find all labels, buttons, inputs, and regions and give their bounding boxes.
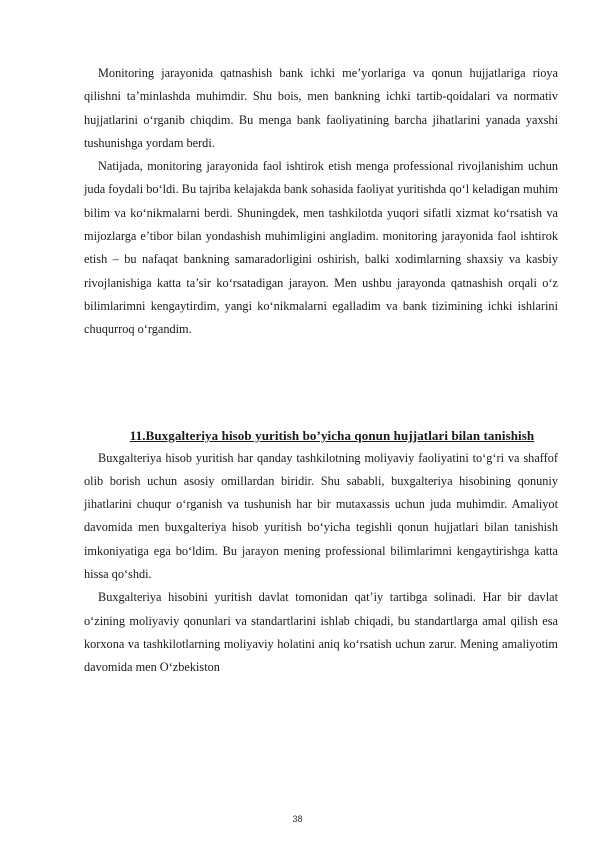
paragraph-monitoring-results: Natijada, monitoring jarayonida faol ishtirok etish menga professional rivojlanishim uchun juda foydali bo‘ldi. Bu tajriba kelajakda bank sohasida faoliyat yuritishda qo‘l keladigan muhim bilim va ko‘nikmalarni berdi. Shuningdek, men tashkilotda yuqori sifatli xizmat ko‘rsatish va mijozlarga e’tibor bilan yondashish muhimligini angladim. monitoring jarayonida faol ishtirok etish – bu nafaqat bankning samaradorligini oshirish, balki xodimlarning shaxsiy va kasbiy rivojlanishiga katta ta’sir ko‘rsatadigan jarayon. Men ushbu jarayonda qatnashish orqali o‘z bilimlarimni kengaytirdim, yangi ko‘nikmalarni egalladim va bank tizimining ichki ishlarini chuqurroq o‘rgandim. — [84, 159, 558, 337]
section-heading: 11.Buxgalteriya hisob yuritish bo’yicha qonun hujjatlari bilan tanishish — [129, 427, 535, 443]
paragraph-monitoring-intro: Monitoring jarayonida qatnashish bank ichki me’yorlariga va qonun hujjatlariga rioya qilishni ta’minlashda muhimdir. Shu bois, men bankning ichki tartib-qoidalari va normativ hujjatlarini o‘rganib chiqdim. Bu menga bank faoliyatining barcha jihatlarini yanada yaxshi tushunishga yordam berdi. — [84, 66, 558, 150]
paragraph-accounting-regulation: Buxgalteriya hisobini yuritish davlat tomonidan qat’iy tartibga solinadi. Har bir davlat o‘zining moliyaviy qonunlari va standartlarini ishlab chiqadi, bu standartlarga amal qilish esa korxona va tashkilotlarning moliyaviy holatini aniq ko‘rsatish uchun zarur. Mening amaliyotim davomida men O‘zbekiston — [84, 590, 558, 675]
page-number: 38 — [292, 814, 303, 824]
document-page — [84, 62, 558, 680]
paragraph-accounting-intro: Buxgalteriya hisob yuritish har qanday tashkilotning moliyaviy faoliyatini to‘g‘ri va shaffof olib borish uchun asosiy omillardan biridir. Shu sababli, buxgalteriya hisobining qonuniy jihatlarini chuqur o‘rganish va tushunish har bir mutaxassis uchun juda muhimdir. Amaliyot davomida men buxgalteriya hisob yuritish bo‘yicha tegishli qonun hujjatlari bilan tanishish imkoniyatiga ega bo‘ldim. Bu jarayon mening professional bilimlarimni kengaytirishga katta hissa qo‘shdi. — [84, 450, 558, 582]
section-spacer — [84, 342, 558, 424]
